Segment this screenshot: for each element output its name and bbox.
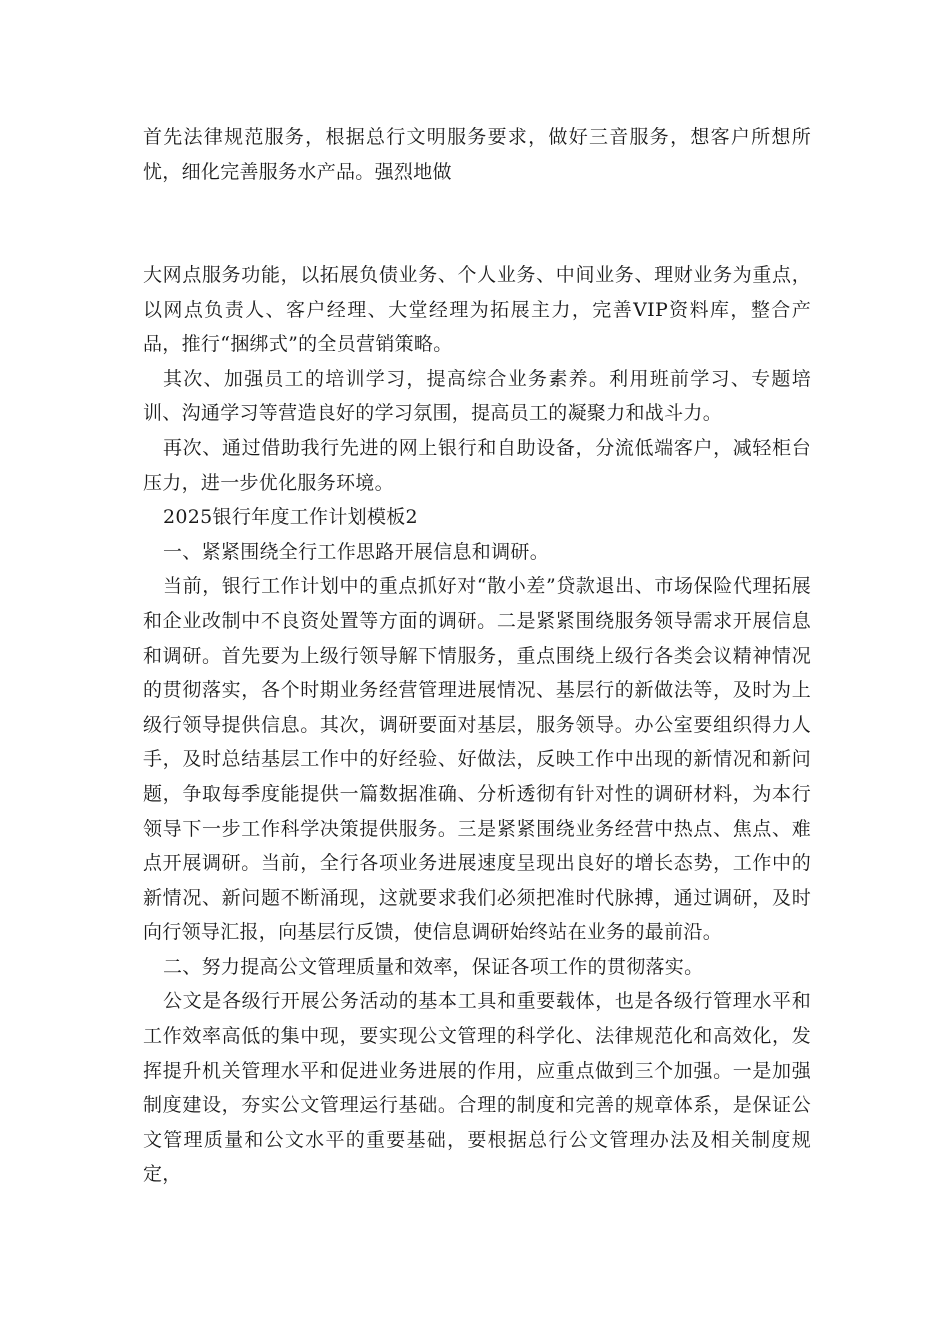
- top-fragment: [143, 120, 811, 189]
- heading-research: 一、紧紧围绕全行工作思路开展信息和调研。: [163, 540, 550, 563]
- heading-document-management: 二、努力提高公文管理质量和效率，保证各项工作的贯彻落实。: [163, 955, 704, 978]
- paragraph-research: 当前，银行工作计划中的重点抓好对“散小差”贷款退出、市场保险代理拓展和企业改制中不良资处置等方面的调研。二是紧紧围绕服务领导需求开展信息和调研。首先要为上级行领导解下情服务，重点围绕上级行各类会议精神情况的贯彻落实，各个时期业务经营管理进展情况、基层行的新做法等，及时为上级行领导提供信息。其次，调研要面对基层，服务领导。办公室要组织得力人手，及时总结基层工作中的好经验、好做法，反映工作中出现的新情况和新问题，争取每季度能提供一篇数据准确、分析透彻有针对性的调研材料，为本行领导下一步工作科学决策提供服务。三是紧紧围绕业务经营中热点、焦点、难点开展调研。当前，全行各项业务进展速度呈现出良好的增长态势，工作中的新情况、新问题不断涌现，这就要求我们必须把准时代脉搏，通过调研，及时向行领导汇报，向基层行反馈，使信息调研始终站在业务的最前沿。: [143, 575, 811, 944]
- paragraph-staff-training: 其次、加强员工的培训学习，提高综合业务素养。利用班前学习、专题培训、沟通学习等营造良好的学习氛围，提高员工的凝聚力和战斗力。: [143, 367, 811, 425]
- paragraph-fragment: 首先法律规范服务，根据总行文明服务要求，做好三音服务，想客户所想所忧，细化完善服务水产品。强烈地做: [143, 126, 811, 183]
- section-title: 2025银行年度工作计划模板2: [163, 506, 418, 529]
- body-text: [143, 258, 811, 1192]
- paragraph-document-management: 公文是各级行开展公务活动的基本工具和重要载体，也是各级行管理水平和工作效率高低的集中现，要实现公文管理的科学化、法律规范化和高效化，发挥提升机关管理水平和促进业务进展的作用，应重点做到三个加强。一是加强制度建设，夯实公文管理运行基础。合理的制度和完善的规章体系，是保证公文管理质量和公文水平的重要基础，要根据总行公文管理办法及相关制度规定，: [143, 990, 811, 1186]
- paragraph-online-banking: 再次、通过借助我行先进的网上银行和自助设备，分流低端客户，减轻柜台压力，进一步优化服务环境。: [143, 436, 811, 494]
- paragraph-network-service: 大网点服务功能，以拓展负债业务、个人业务、中间业务、理财业务为重点，以网点负责人、客户经理、大堂经理为拓展主力，完善VIP资料库，整合产品，推行“捆绑式”的全员营销策略。: [143, 264, 811, 356]
